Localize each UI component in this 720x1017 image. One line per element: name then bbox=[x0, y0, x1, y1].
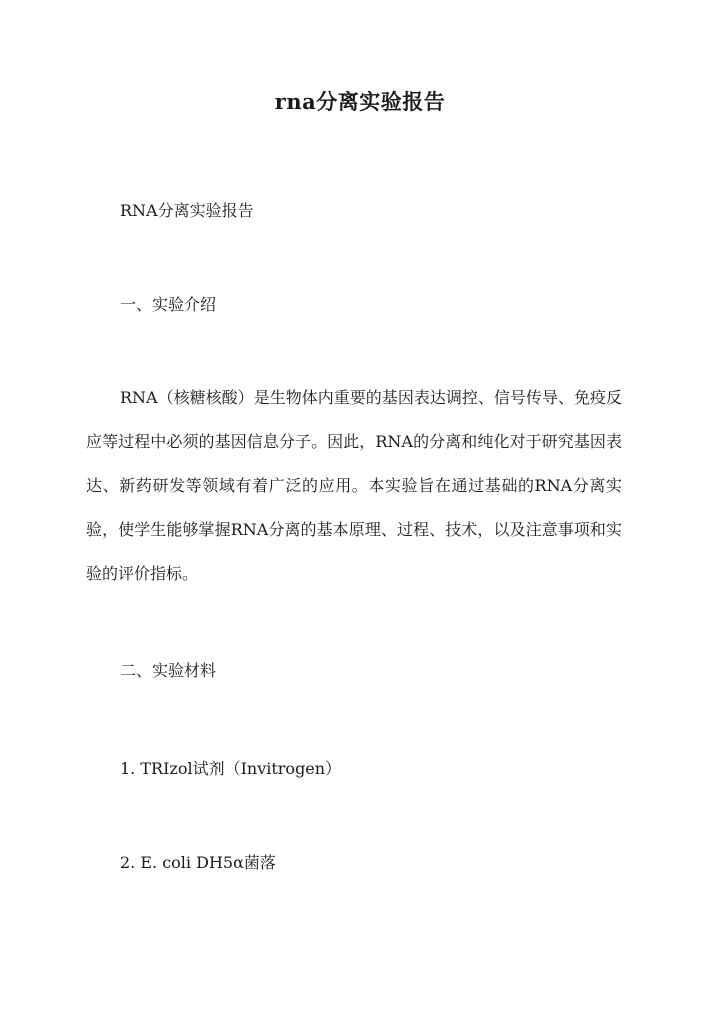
document-subtitle: RNA分离实验报告 bbox=[120, 201, 254, 220]
material-item-1: 1. TRIzol试剂（Invitrogen） bbox=[120, 759, 342, 778]
material-item-2: 2. E. coli DH5α菌落 bbox=[120, 853, 276, 872]
section-heading-materials: 二、实验材料 bbox=[120, 661, 217, 680]
document-title: rna分离实验报告 bbox=[274, 89, 446, 114]
introduction-paragraph: RNA（核糖核酸）是生物体内重要的基因表达调控、信号传导、免疫反应等过程中必须的基因信息分子。因此，RNA的分离和纯化对于研究基因表达、新药研发等领域有着广泛的应用。本实验旨在通过基础的RNA分离实验，使学生能够掌握RNA分离的基本原理、过程、技术，以及注意事项和实验的评价指标。 bbox=[86, 388, 622, 583]
section-heading-introduction: 一、实验介绍 bbox=[120, 295, 217, 314]
